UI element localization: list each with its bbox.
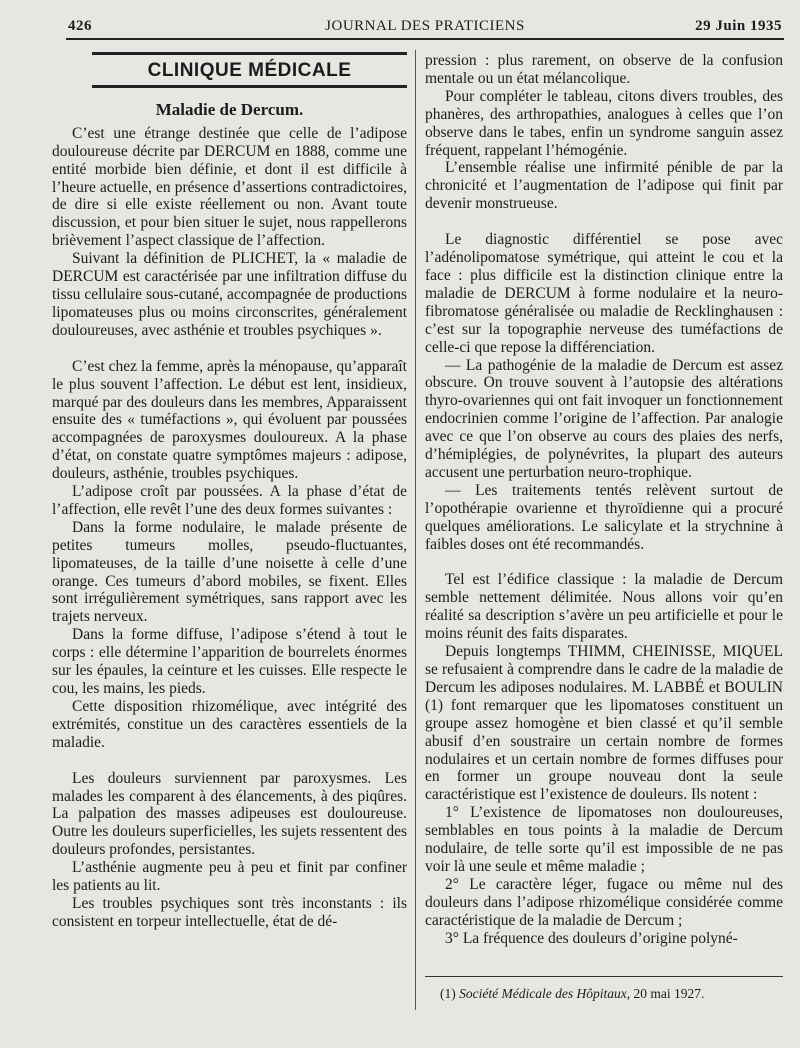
- paragraph: Dans la forme diffuse, l’adipose s’étend à tout le corps : elle détermine l’apparition de bourrelets énormes sur les épaules, la ceinture et les cuisses. Elle respecte le cou, les mains, les pieds.: [52, 626, 407, 697]
- header-rule: [66, 38, 784, 40]
- footnote-marker: (1): [440, 986, 456, 1001]
- paragraph: — Les traitements tentés relèvent surtout de l’opothérapie ovarienne et thyroïdienne qui a procuré quelques améliorations. Le salicylate et la strychnine à faibles doses ont été recommandés.: [425, 481, 783, 553]
- paragraph: C’est chez la femme, après la ménopause, qu’apparaît le plus souvent l’affection. Le début est lent, insidieux, marqué par des douleurs dans les membres, Apparaissent ensuite des « tuméfactions », qui évoluent par poussées accompagnées de paroxysmes douloureux. A la phase d’état, on constate quatre symptômes majeurs : adipose, douleurs, asthénie, troubles psychiques.: [52, 357, 407, 483]
- footnote-source: Société Médicale des Hôpitaux,: [459, 986, 631, 1001]
- right-column: [425, 52, 783, 948]
- paragraph: 2° Le caractère léger, fugace ou même nul des douleurs dans l’adipose rhizomélique considérée comme caractéristique de la maladie de Dercum ;: [425, 875, 783, 929]
- paragraph: Depuis longtemps THIMM, CHEINISSE, MIQUEL se refusaient à comprendre dans le cadre de la maladie de Dercum les adiposes nodulaires. M. LABBÉ et BOULIN (1) font remarquer que les lipomatoses constituent un groupe assez homogène et bien classé et qu’il semble abusif d’en soustraire un certain nombre de formes nodulaires et un certain nombre de formes diffuses pour en former un groupe nouveau dont la seule caractéristique est l’existence de douleurs. Ils notent :: [425, 643, 783, 804]
- column-divider: [415, 50, 416, 1010]
- footnote-date: 20 mai 1927.: [633, 986, 705, 1001]
- paragraph: Les douleurs surviennent par paroxysmes. Les malades les comparent à des élancements, à des piqûres. La palpation des masses adipeuses est douloureuse. Outre les douleurs superficielles, les sujets ressentent des douleurs profondes, persistantes.: [52, 769, 407, 859]
- page-number: 426: [68, 18, 92, 34]
- journal-title: JOURNAL DES PRATICIENS: [325, 18, 525, 34]
- paragraph: Cette disposition rhizomélique, avec intégrité des extrémités, constitue un des caractères essentiels de la maladie.: [52, 697, 407, 751]
- footnote: [440, 986, 780, 1002]
- section-heading: CLINIQUE MÉDICALE: [92, 52, 407, 88]
- paragraph: pression : plus rarement, on observe de la confusion mentale ou un état mélancolique.: [425, 52, 783, 87]
- paragraph: — La pathogénie de la maladie de Dercum est assez obscure. On trouve souvent à l’autopsie des altérations thyro-ovariennes qui ont fait invoquer un fonctionnement endocrinien comme l’origine de l’affection. Par analogie avec ce que l’on observe au cours des plaies des nerfs, d’hémiplégies, de polynévrites, la plupart des auteurs accusent une perturbation neuro-trophique.: [425, 356, 783, 481]
- paragraph: C’est une étrange destinée que celle de l’adipose douloureuse décrite par DERCUM en 1888, comme une entité morbide bien définie, et dont il est difficile à l’heure actuelle, en présence d’assertions contradictoires, de dire si elle existe réellement ou non. Avant toute discussion, et pour bien situer le sujet, nous rappellerons brièvement l’aspect classique de l’affection.: [52, 124, 407, 250]
- paragraph: L’ensemble réalise une infirmité pénible de par la chronicité et l’augmentation de l’adipose qui finit par devenir monstrueuse.: [425, 159, 783, 213]
- left-column: [52, 52, 407, 931]
- paragraph: Le diagnostic différentiel se pose avec l’adénolipomatose symétrique, qui atteint le cou et la face : plus difficile est la distinction clinique entre la maladie de DERCUM à forme nodulaire et la neuro-fibromatose généralisée ou maladie de Recklinghausen : c’est sur la topographie nerveuse des tuméfactions de celle-ci que repose la différenciation.: [425, 231, 783, 356]
- paragraph: Suivant la définition de PLICHET, la « maladie de DERCUM est caractérisée par une infiltration diffuse du tissu cellulaire sous-cutané, accompagnée de productions lipomateuses plus ou moins circonscrites, généralement douloureuses, avec asthénie et troubles psychiques ».: [52, 250, 407, 339]
- paragraph: 3° La fréquence des douleurs d’origine polyné-: [445, 929, 738, 947]
- paragraph: L’asthénie augmente peu à peu et finit par confiner les patients au lit.: [52, 859, 407, 895]
- paragraph: L’adipose croît par poussées. A la phase d’état de l’affection, elle revêt l’une des deux formes suivantes :: [52, 483, 407, 518]
- article-title: Maladie de Dercum.: [155, 99, 304, 119]
- paragraph: Les troubles psychiques sont très inconstants : ils consistent en torpeur intellectuelle, état de dé-: [52, 894, 407, 930]
- issue-date: 29 Juin 1935: [695, 18, 782, 34]
- page-header: [68, 14, 782, 40]
- paragraph: Tel est l’édifice classique : la maladie de Dercum semble nettement délimitée. Nous allons voir qu’en réalité sa description s’avère un peu artificielle et pour le moins réunit des faits disparates.: [425, 571, 783, 643]
- paragraph: 1° L’existence de lipomatoses non douloureuses, semblables en tous points à la maladie de Dercum nodulaire, de telle sorte qu’il est impossible de ne pas voir là une seule et même maladie ;: [425, 804, 783, 875]
- paragraph: Dans la forme nodulaire, le malade présente de petites tumeurs molles, pseudo-fluctuantes, lipomateuses, de la taille d’une noisette à celle d’une orange. Ces tumeurs d’abord mobiles, se fixent. Elles sont irrégulièrement symétriques, sans rapport avec les trajets nerveux.: [52, 518, 407, 626]
- paragraph: Pour compléter le tableau, citons divers troubles, des phanères, des arthropathies, analogues à celles que l’on observe dans le tabes, enfin un syndrome sanguin assez fréquent, rappelant l’hémogénie.: [425, 87, 783, 159]
- footnote-rule: [425, 976, 783, 977]
